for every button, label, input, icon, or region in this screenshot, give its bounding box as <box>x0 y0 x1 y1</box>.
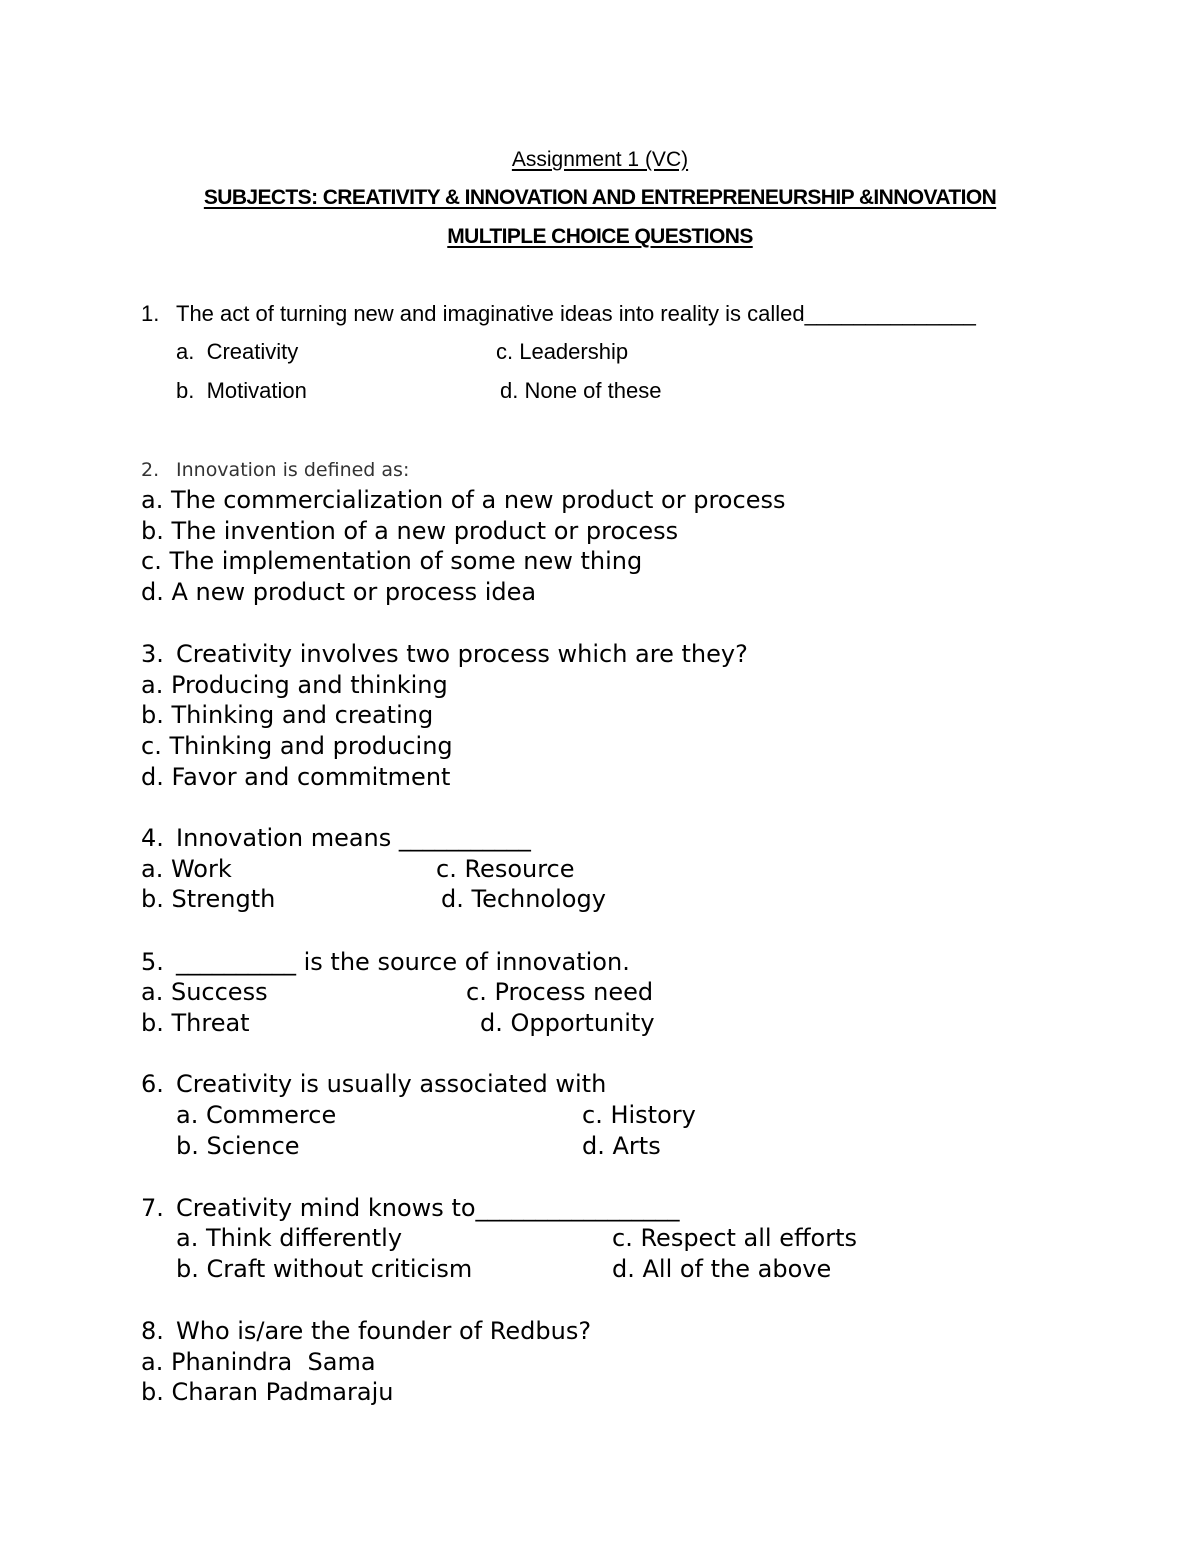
option-d: d. All of the above <box>612 1255 832 1283</box>
option-b: b. Charan Padmaraju <box>141 1378 394 1406</box>
question-number: 8. <box>141 1317 164 1345</box>
option-b: b. Threat <box>141 1009 250 1037</box>
question-text: The act of turning new and imaginative ideas into reality is called______________ <box>176 301 976 326</box>
option-a: a. Work <box>141 855 232 883</box>
option-c: c. History <box>582 1101 696 1129</box>
option-c: c. Resource <box>436 855 575 883</box>
option-d: d. A new product or process idea <box>141 578 537 606</box>
question-number: 7. <box>141 1194 164 1222</box>
option-d: d. Opportunity <box>480 1009 655 1037</box>
option-b: b. The invention of a new product or process <box>141 517 679 545</box>
option-d: d. Favor and commitment <box>141 763 451 791</box>
question-text: Creativity is usually associated with <box>176 1070 607 1098</box>
question-text: Creativity involves two process which are they? <box>176 640 748 668</box>
option-a: a. Think differently <box>176 1224 403 1252</box>
question-text: Creativity mind knows to_________________ <box>176 1194 680 1222</box>
option-d: d. None of these <box>500 378 662 403</box>
option-b: b. Thinking and creating <box>141 701 434 729</box>
subjects-heading: SUBJECTS: CREATIVITY & INNOVATION AND ENTREPRENEURSHIP &INNOVATION <box>203 186 997 209</box>
document-title: Assignment 1 (VC) <box>511 148 689 171</box>
option-a: a. Producing and thinking <box>141 671 448 699</box>
option-c: c. Respect all efforts <box>612 1224 857 1252</box>
option-d: d. Technology <box>441 885 606 913</box>
option-c: c. Leadership <box>496 339 629 364</box>
option-a: a. Creativity <box>176 339 299 364</box>
question-number: 5. <box>141 948 164 976</box>
question-text: Innovation is defined as: <box>176 459 410 481</box>
question-text: Who is/are the founder of Redbus? <box>176 1317 592 1345</box>
option-a: a. Success <box>141 978 268 1006</box>
option-b: b. Science <box>176 1132 300 1160</box>
question-text: Innovation means ___________ <box>176 824 531 852</box>
option-a: a. Commerce <box>176 1101 337 1129</box>
question-number: 6. <box>141 1070 164 1098</box>
option-d: d. Arts <box>582 1132 661 1160</box>
question-text: __________ is the source of innovation. <box>176 948 630 976</box>
option-c: c. The implementation of some new thing <box>141 547 643 575</box>
question-number: 3. <box>141 640 164 668</box>
option-c: c. Thinking and producing <box>141 732 453 760</box>
option-a: a. The commercialization of a new product or process <box>141 486 786 514</box>
option-b: b. Motivation <box>176 378 307 403</box>
option-b: b. Craft without criticism <box>176 1255 473 1283</box>
section-heading: MULTIPLE CHOICE QUESTIONS <box>447 225 753 248</box>
question-number: 4. <box>141 824 164 852</box>
question-number: 2. <box>141 459 160 481</box>
option-b: b. Strength <box>141 885 276 913</box>
option-a: a. Phanindra Sama <box>141 1348 376 1376</box>
question-number: 1. <box>141 301 160 326</box>
option-c: c. Process need <box>466 978 654 1006</box>
